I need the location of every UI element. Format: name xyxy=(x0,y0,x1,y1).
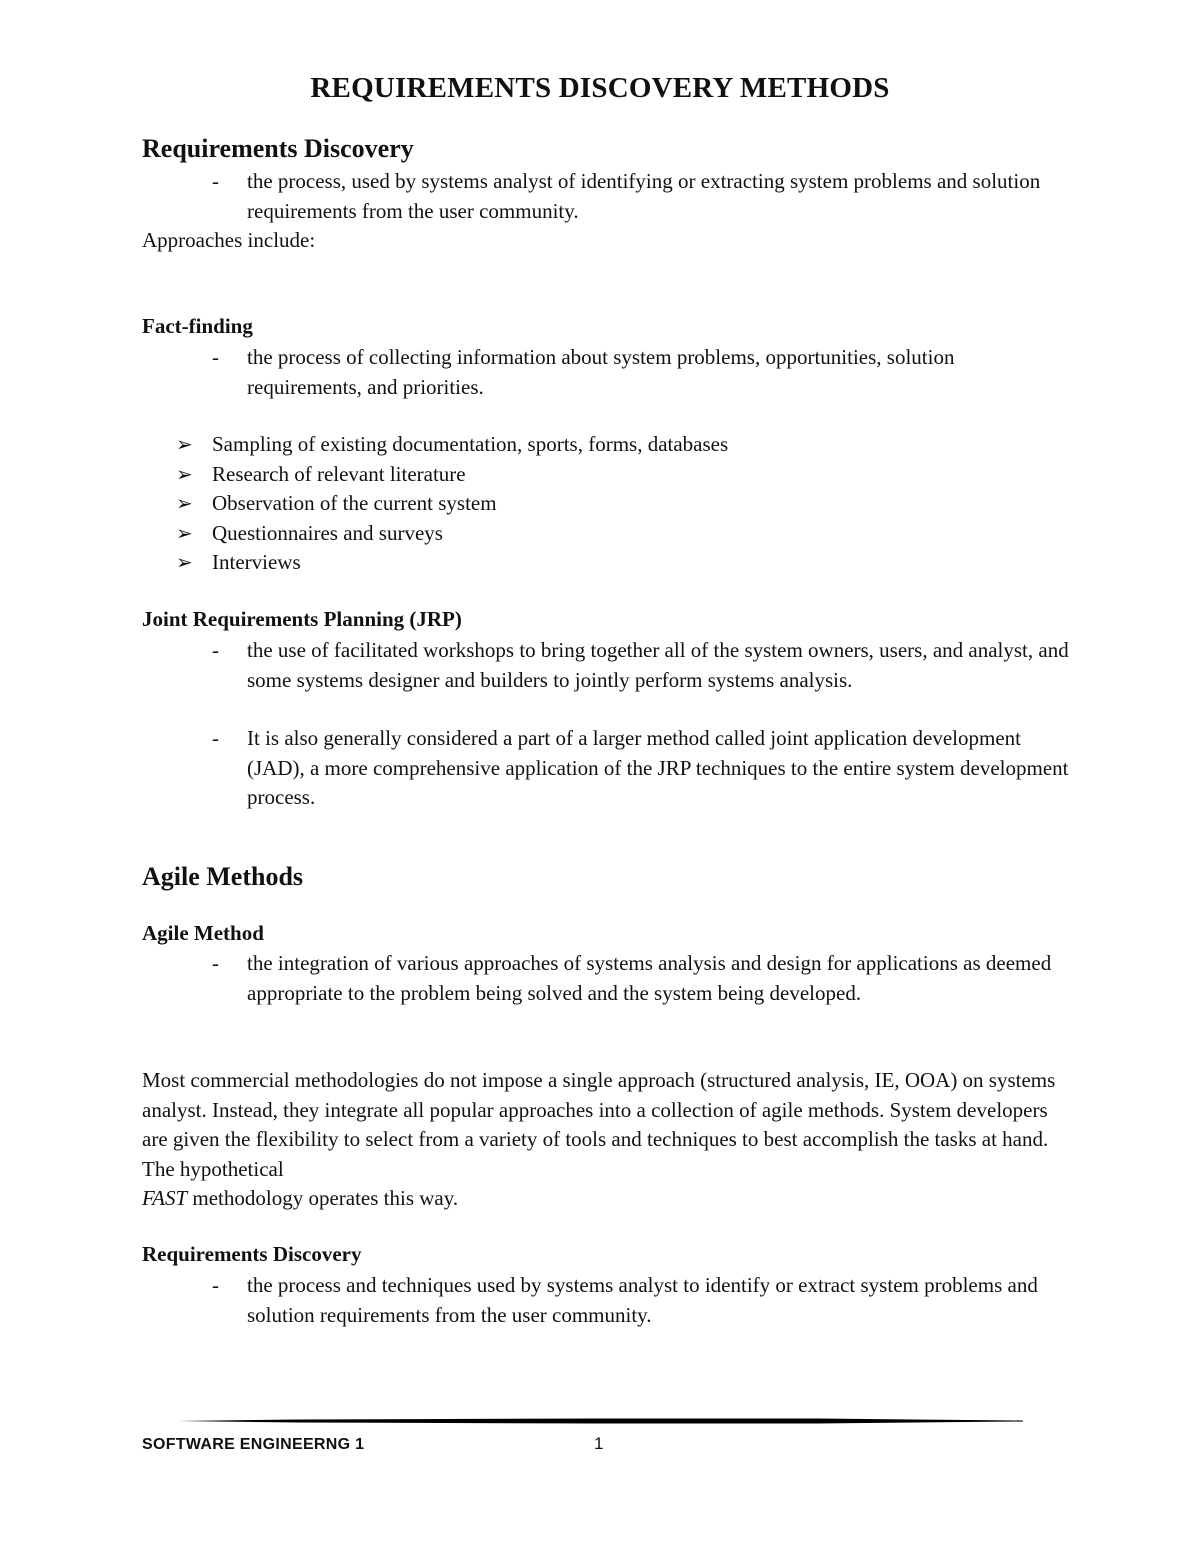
page-title: REQUIREMENTS DISCOVERY METHODS xyxy=(310,72,890,104)
arrow-bullet-icon: ➢ xyxy=(176,550,193,574)
list-item-text: Observation of the current system xyxy=(212,491,497,515)
arrow-bullet-icon: ➢ xyxy=(176,461,193,486)
jrp-definition xyxy=(212,636,1072,695)
page-number: 1 xyxy=(594,1434,604,1453)
footer-course-title: SOFTWARE ENGINEERNG 1 xyxy=(142,1436,365,1453)
requirements-discovery-subheading: Requirements Discovery xyxy=(142,1242,362,1266)
list-item-text: Interviews xyxy=(212,550,301,574)
arrow-bullet-icon: ➢ xyxy=(176,491,193,515)
list-item-text: Sampling of existing documentation, sports, forms, databases xyxy=(212,432,729,456)
footer-rule xyxy=(178,1416,1023,1426)
agile-method-definition xyxy=(212,949,1072,1008)
jrp-heading: Joint Requirements Planning (JRP) xyxy=(142,607,462,631)
list-item xyxy=(176,430,728,460)
dash-marker: - xyxy=(212,345,219,369)
dash-marker: - xyxy=(212,1273,219,1297)
definition-text: It is also generally considered a part of a larger method called joint application development (JAD), a more comprehensive application of the JRP techniques to the entire system development process. xyxy=(247,726,1069,809)
agile-methods-heading: Agile Methods xyxy=(142,862,304,891)
list-item xyxy=(176,460,728,490)
approaches-include-text: Approaches include: xyxy=(142,228,316,252)
list-item xyxy=(176,519,728,549)
definition-text: the process of collecting information about system problems, opportunities, solution requirements, and priorities. xyxy=(247,345,955,399)
agile-paragraph xyxy=(142,1066,1062,1214)
arrow-bullet-icon: ➢ xyxy=(176,432,193,456)
dash-marker: - xyxy=(212,951,219,975)
requirements-discovery-heading: Requirements Discovery xyxy=(142,134,414,163)
fast-emphasis: FAST xyxy=(142,1186,188,1210)
fact-finding-definition xyxy=(212,343,1072,402)
definition-text: the integration of various approaches of systems analysis and design for applications as deemed appropriate to the problem being solved and the system being developed. xyxy=(247,951,1052,1005)
requirements-discovery-process-definition xyxy=(212,1271,1072,1330)
paragraph-text-end: methodology operates this way. xyxy=(192,1186,459,1210)
list-item-text: Research of relevant literature xyxy=(212,461,466,486)
requirements-discovery-definition xyxy=(212,167,1072,226)
list-item xyxy=(176,548,728,578)
arrow-bullet-icon: ➢ xyxy=(176,520,193,545)
jrp-jad-note xyxy=(212,724,1072,813)
paragraph-text: Most commercial methodologies do not impose a single approach (structured analysis, IE, OOA) on systems analyst. Instead, they integrate all popular approaches into a collection of agile methods. System developers are given the flexibility to select from a variety of tools and techniques to best accomplish the tasks at hand. The hypothetical xyxy=(142,1068,1056,1181)
list-item xyxy=(176,489,728,519)
dash-marker: - xyxy=(212,726,219,750)
dash-marker: - xyxy=(212,638,219,662)
agile-method-subheading: Agile Method xyxy=(142,921,264,945)
list-item-text: Questionnaires and surveys xyxy=(212,520,443,545)
fact-finding-techniques-list xyxy=(176,430,728,578)
definition-text: the use of facilitated workshops to bring together all of the system owners, users, and analyst, and some systems designer and builders to jointly perform systems analysis. xyxy=(247,638,1069,692)
fact-finding-heading: Fact-finding xyxy=(142,314,253,338)
definition-text: the process, used by systems analyst of identifying or extracting system problems and solution requirements from the user community. xyxy=(247,169,1041,223)
dash-marker: - xyxy=(212,169,219,193)
definition-text: the process and techniques used by systems analyst to identify or extract system problems and solution requirements from the user community. xyxy=(247,1273,1038,1327)
